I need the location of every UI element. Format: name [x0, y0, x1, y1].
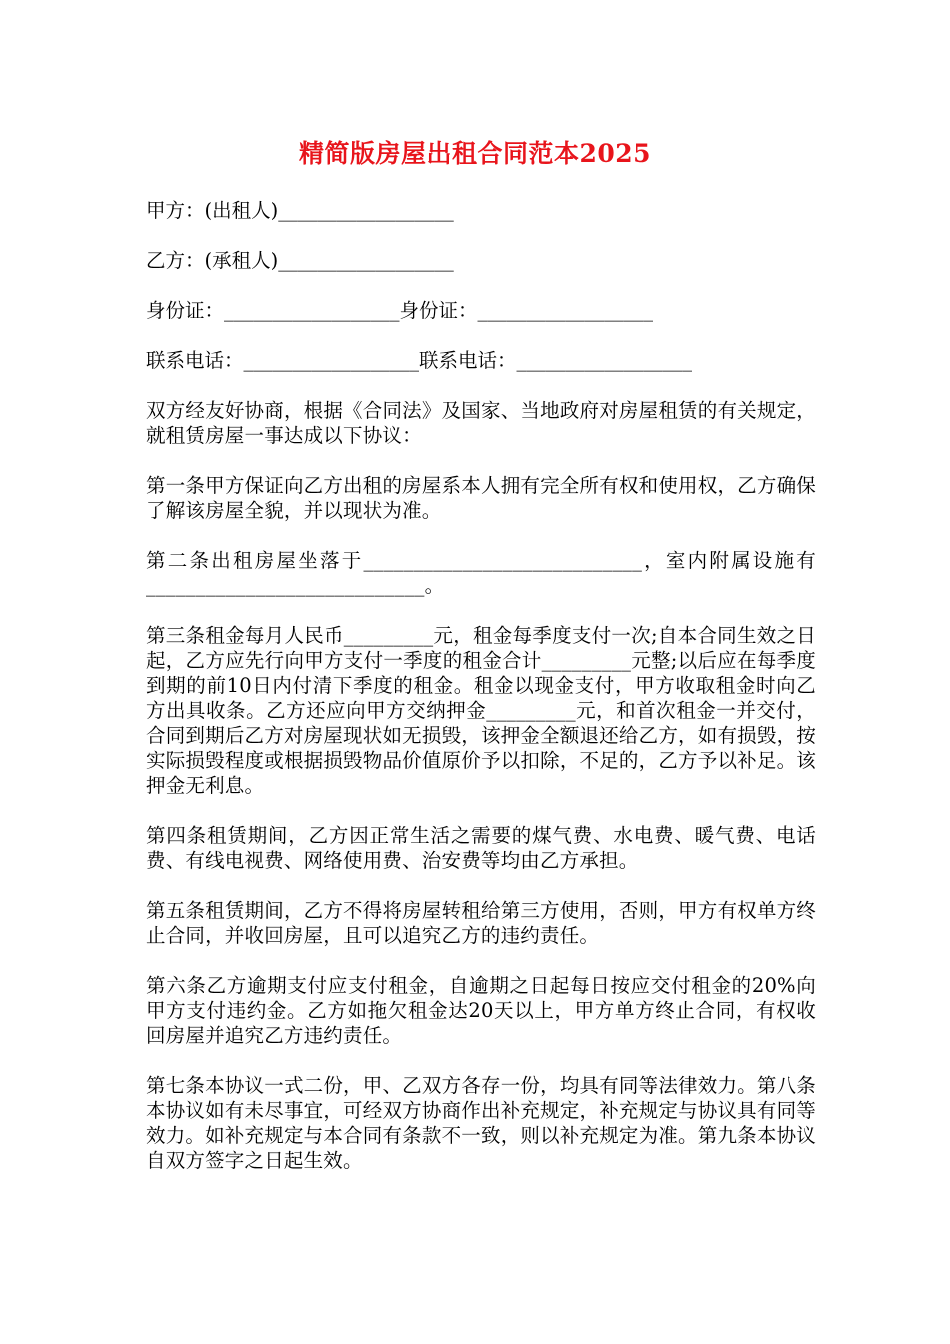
article-6-paragraph: 第六条乙方逾期支付应支付租金，自逾期之日起每日按应交付租金的20%向甲方支付违约金。乙方如拖欠租金达20天以上，甲方单方终止合同，有权收回房屋并追究乙方违约责任。	[146, 974, 816, 1047]
party-a-field: 甲方：(出租人)__________________	[146, 199, 454, 222]
article-7-9-paragraph: 第七条本协议一式二份，甲、乙双方各存一份，均具有同等法律效力。第八条本协议如有未尽事宜，可经双方协商作出补充规定，补充规定与协议具有同等效力。如补充规定与本合同有条款不一致，则以补充规定为准。第九条本协议自双方签字之日起生效。	[146, 1074, 816, 1172]
preamble-paragraph: 双方经友好协商，根据《合同法》及国家、当地政府对房屋租赁的有关规定，就租赁房屋一事达成以下协议：	[146, 399, 816, 447]
article-3-paragraph: 第三条租金每月人民币_________元，租金每季度支付一次;自本合同生效之日起，乙方应先行向甲方支付一季度的租金合计_________元整;以后应在每季度到期的前10日内付清下季度的租金。租金以现金支付，甲方收取租金时向乙方出具收条。乙方还应向甲方交纳押金_________元，和首次租金一并交付，合同到期后乙方对房屋现状如无损毁，该押金全额退还给乙方，如有损毁，按实际损毁程度或根据损毁物品价值原价予以扣除，不足的，乙方予以补足。该押金无利息。	[146, 624, 816, 797]
document-body	[146, 198, 816, 1173]
article-1-paragraph: 第一条甲方保证向乙方出租的房屋系本人拥有完全所有权和使用权，乙方确保了解该房屋全貌，并以现状为准。	[146, 474, 816, 522]
phone-field: 联系电话：__________________联系电话：__________________	[146, 349, 693, 372]
party-b-field: 乙方：(承租人)__________________	[146, 249, 454, 272]
article-4-paragraph: 第四条租赁期间，乙方因正常生活之需要的煤气费、水电费、暖气费、电话费、有线电视费、网络使用费、治安费等均由乙方承担。	[146, 824, 816, 872]
article-5-paragraph: 第五条租赁期间，乙方不得将房屋转租给第三方使用，否则，甲方有权单方终止合同，并收回房屋，且可以追究乙方的违约责任。	[146, 899, 816, 947]
article-2-paragraph: 第二条出租房屋坐落于____________________________，室内附属设施有____________________________。	[146, 549, 816, 597]
id-card-field: 身份证：__________________身份证：__________________	[146, 299, 654, 322]
document-title: 精简版房屋出租合同范本2025	[298, 139, 652, 168]
